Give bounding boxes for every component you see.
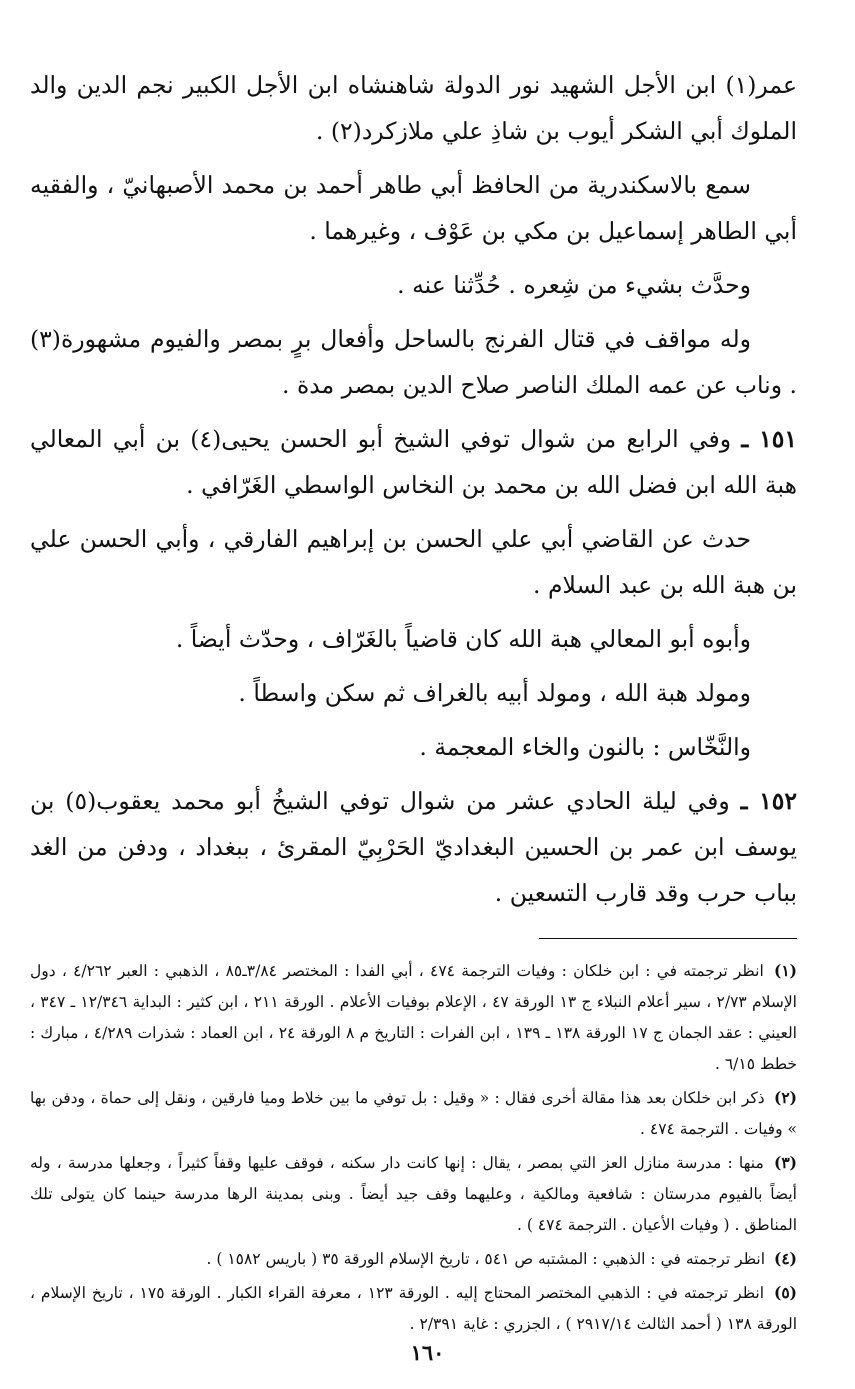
paragraph: وله مواقف في قتال الفرنج بالساحل وأفعال برٍ بمصر والفيوم مشهورة(٣) . وناب عن عمه الملك الناصر صلاح الدين بمصر مدة . [30,325,797,399]
footnote-number: (٢) [773,1088,797,1107]
footnote-4 [30,1243,797,1275]
footnote-3 [30,1147,797,1241]
footnote-number: (٥) [773,1283,797,1302]
footnote-divider [539,938,797,939]
page-number: ١٦٠ [410,1340,445,1365]
footnote-text: ذكر ابن خلكان بعد هذا مقالة أخرى فقال : « وقيل : بل توفي ما بين خلاط وميا فارقين ، ونقل إلى حماة ، ودفن بها » وفيات . الترجمة ٤٧٤ . [30,1089,797,1138]
paragraph-intro: عمر(١) ابن الأجل الشهيد نور الدولة شاهنشاه ابن الأجل الكبير نجم الدين والد الملوك أبي الشكر أيوب بن شاذِ علي ملازكرد(٢) . [30,71,797,145]
footnote-text: انظر ترجمته في : ابن خلكان : وفيات الترجمة ٤٧٤ ، أبي الفدا : المختصر ٣/٨٤ـ٨٥ ، الذهبي : العبر ٤/٢٦٢ ، دول الإسلام ٢/٧٣ ، سير أعلام النبلاء ج ١٣ الورقة ٤٧ ، الإعلام بوفيات الأعلام . الورقة ٢١١ ، ابن كثير : البداية ١٢/٣٤٦ ـ ٣٤٧ ، العيني : عقد الجمان ج ١٧ الورقة ١٣٨ ـ ١٣٩ ، ابن الفرات : التاريخ م ٨ الورقة ٢٤ ، ابن العماد : شذرات ٤/٢٨٩ ، مبارك : خطط ٦/١٥ . [30,962,797,1073]
paragraph: ومولد هبة الله ، ومولد أبيه بالغراف ثم سكن واسطاً . [238,679,751,707]
paragraph: والنَّخّاس : بالنون والخاء المعجمة . [419,733,751,761]
footnote-1 [30,955,797,1080]
footnote-number: (٣) [773,1153,797,1172]
entry-text: وفي الرابع من شوال توفي الشيخ أبو الحسن يحيى(٤) بن أبي المعالي هبة الله ابن فضل الله بن محمد بن النخاس الواسطي الغَرّافي . [30,425,797,499]
footnote-2 [30,1082,797,1145]
footnote-number: (١) [773,961,797,980]
paragraph: سمع بالاسكندرية من الحافظ أبي طاهر أحمد بن محمد الأصبهانيّ ، والفقيه أبي الطاهر إسماعيل بن مكي بن عَوْف ، وغيرهما . [30,171,797,245]
entry-151 [30,416,797,508]
footnote-text: انظر ترجمته في : الذهبي : المشتبه ص ٥٤١ ، تاريخ الإسلام الورقة ٣٥ ( باريس ١٥٨٢ ) . [206,1250,766,1268]
footnote-5 [30,1277,797,1340]
paragraph: وأبوه أبو المعالي هبة الله كان قاضياً بالغَرّاف ، وحدّث أيضاً . [175,625,751,653]
footnote-text: انظر ترجمته في : الذهبي المختصر المحتاج إليه . الورقة ١٢٣ ، معرفة القراء الكبار . الورقة ١٧٥ ، تاريخ الإسلام ، الورقة ١٣٨ ( أحمد الثالث ٢٩١٧/١٤ ) ، الجزري : غاية ٢/٣٩١ . [30,1284,797,1333]
entry-text: وفي ليلة الحادي عشر من شوال توفي الشيخُ أبو محمد يعقوب(٥) بن يوسف ابن عمر بن الحسين البغداديّ الحَرْبِيّ المقرئ ، ببغداد ، ودفن من الغد بباب حرب وقد قارب التسعين . [30,787,797,907]
entry-number: ١٥٢ ـ [740,787,797,815]
paragraph: حدث عن القاضي أبي علي الحسن بن إبراهيم الفارقي ، وأبي الحسن علي بن هبة الله بن عبد السلام . [30,525,797,599]
footnotes [30,955,797,1340]
paragraph: وحدَّث بشيء من شِعره . حُدِّثنا عنه . [397,271,751,299]
footnote-number: (٤) [773,1249,797,1268]
entry-number: ١٥١ ـ [741,425,798,453]
footnote-text: منها : مدرسة منازل العز التي بمصر ، يقال : إنها كانت دار سكنه ، فوقف عليها وقفاً كثيراً ، وجعلها مدرسة ، وله أيضاً بالفيوم مدرستان : شافعية ومالكية ، وعليهما وقف جيد أيضاً . وبنى بمدينة الرها مدرسة حينما كان يتولى تلك المناطق . ( وفيات الأعيان . الترجمة ٤٧٤ ) . [30,1154,797,1234]
entry-152 [30,778,797,916]
main-text [30,62,797,916]
